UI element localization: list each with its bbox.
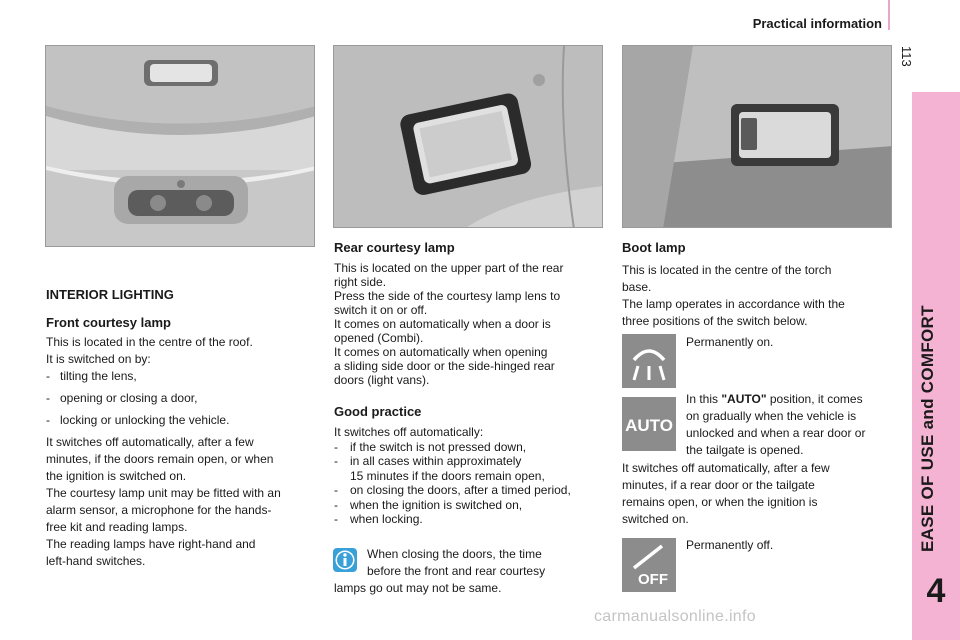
text-line: a sliding side door or the side-hinged rear bbox=[334, 359, 555, 373]
text-line: on gradually when the vehicle is bbox=[686, 409, 857, 423]
text-line: It is switched on by: bbox=[46, 352, 151, 366]
text-line: It comes on automatically when a door is bbox=[334, 317, 551, 331]
list-item: - tilting the lens, bbox=[46, 369, 137, 383]
text-line: base. bbox=[622, 280, 652, 294]
front-courtesy-lamp-illustration bbox=[45, 45, 315, 247]
text-line: This is located in the centre of the roof. bbox=[46, 335, 253, 349]
text-line: alarm sensor, a microphone for the hands- bbox=[46, 503, 272, 517]
list-item: - in all cases within approximately 15 minutes if the doors remain open, bbox=[334, 454, 545, 483]
lamp-auto-icon bbox=[622, 397, 676, 451]
list-item: - on closing the doors, after a timed period, bbox=[334, 483, 571, 497]
text-line: It switches off automatically: bbox=[334, 425, 484, 439]
rear-courtesy-lamp-heading: Rear courtesy lamp bbox=[334, 240, 455, 255]
text-line: minutes, if the doors remain open, or when bbox=[46, 452, 274, 466]
text-line: Press the side of the courtesy lamp lens to bbox=[334, 289, 561, 303]
text-line: When closing the doors, the time bbox=[367, 547, 542, 561]
boot-lamp-illustration bbox=[622, 45, 892, 228]
boot-lamp-heading: Boot lamp bbox=[622, 240, 686, 255]
list-item: - opening or closing a door, bbox=[46, 391, 198, 405]
section-title: Practical information bbox=[752, 16, 882, 31]
list-item: - locking or unlocking the vehicle. bbox=[46, 413, 230, 427]
chapter-tab[interactable] bbox=[912, 92, 960, 640]
text-line: The reading lamps have right-hand and bbox=[46, 537, 256, 551]
lamp-off-icon bbox=[622, 538, 676, 592]
rear-courtesy-lamp-text bbox=[334, 261, 606, 387]
permanently-off-text: Permanently off. bbox=[686, 538, 774, 552]
chapter-number: 4 bbox=[926, 572, 946, 610]
text-line: left-hand switches. bbox=[46, 554, 146, 568]
text-line: remains open, or when the ignition is bbox=[622, 495, 818, 509]
text-line: switched on. bbox=[622, 512, 689, 526]
text-line: unlocked and when a rear door or bbox=[686, 426, 866, 440]
text-line: the tailgate is opened. bbox=[686, 443, 804, 457]
text-line: before the front and rear courtesy bbox=[367, 564, 546, 578]
text-line: free kit and reading lamps. bbox=[46, 520, 188, 534]
auto-keyword: "AUTO" bbox=[721, 392, 767, 406]
text-line: switch it on or off. bbox=[334, 303, 428, 317]
list-item: - when the ignition is switched on, bbox=[334, 497, 523, 512]
text-line: It switches off automatically, after a few bbox=[46, 435, 254, 449]
lamp-on-icon bbox=[622, 334, 676, 388]
chapter-title: EASE OF USE and COMFORT bbox=[918, 305, 937, 552]
front-courtesy-lamp-text bbox=[46, 334, 321, 570]
text-line: It switches off automatically, after a few bbox=[622, 461, 830, 475]
off-label: OFF bbox=[638, 571, 668, 588]
page-number: 113 bbox=[899, 46, 914, 67]
rear-courtesy-lamp-illustration bbox=[333, 45, 603, 228]
text-line: The lamp operates in accordance with the bbox=[622, 297, 845, 311]
text-line: the ignition is switched on. bbox=[46, 469, 187, 483]
boot-switch-off-text bbox=[622, 460, 894, 528]
text-line: It comes on automatically when opening bbox=[334, 345, 548, 359]
text-line: three positions of the switch below. bbox=[622, 314, 808, 328]
good-practice-text bbox=[334, 425, 609, 527]
auto-label: AUTO bbox=[625, 416, 673, 435]
text-line: The courtesy lamp unit may be fitted with an bbox=[46, 486, 281, 500]
good-practice-heading: Good practice bbox=[334, 404, 422, 419]
text-line: This is located in the centre of the torch bbox=[622, 263, 832, 277]
front-courtesy-lamp-heading: Front courtesy lamp bbox=[46, 315, 171, 330]
auto-mode-text: In this "AUTO" position, it comes on gradually when the vehicle is unlocked and when a rear door or the tailgate is opened. bbox=[686, 391, 896, 459]
list-item: - when locking. bbox=[334, 512, 423, 526]
text-line: right side. bbox=[334, 275, 387, 289]
list-item: - if the switch is not pressed down, bbox=[334, 439, 527, 454]
text-line: This is located on the upper part of the rear bbox=[334, 261, 564, 275]
header-divider bbox=[888, 0, 890, 30]
text-line: doors (light vans). bbox=[334, 373, 430, 387]
info-note bbox=[334, 546, 574, 597]
text-line: lamps go out may not be same. bbox=[334, 581, 502, 595]
boot-lamp-text bbox=[622, 262, 894, 330]
permanently-on-text: Permanently on. bbox=[686, 335, 774, 349]
text-line: minutes, if a rear door or the tailgate bbox=[622, 478, 815, 492]
interior-lighting-heading: INTERIOR LIGHTING bbox=[46, 287, 174, 302]
text-line: opened (Combi). bbox=[334, 331, 424, 345]
watermark: carmanualsonline.info bbox=[594, 608, 756, 625]
